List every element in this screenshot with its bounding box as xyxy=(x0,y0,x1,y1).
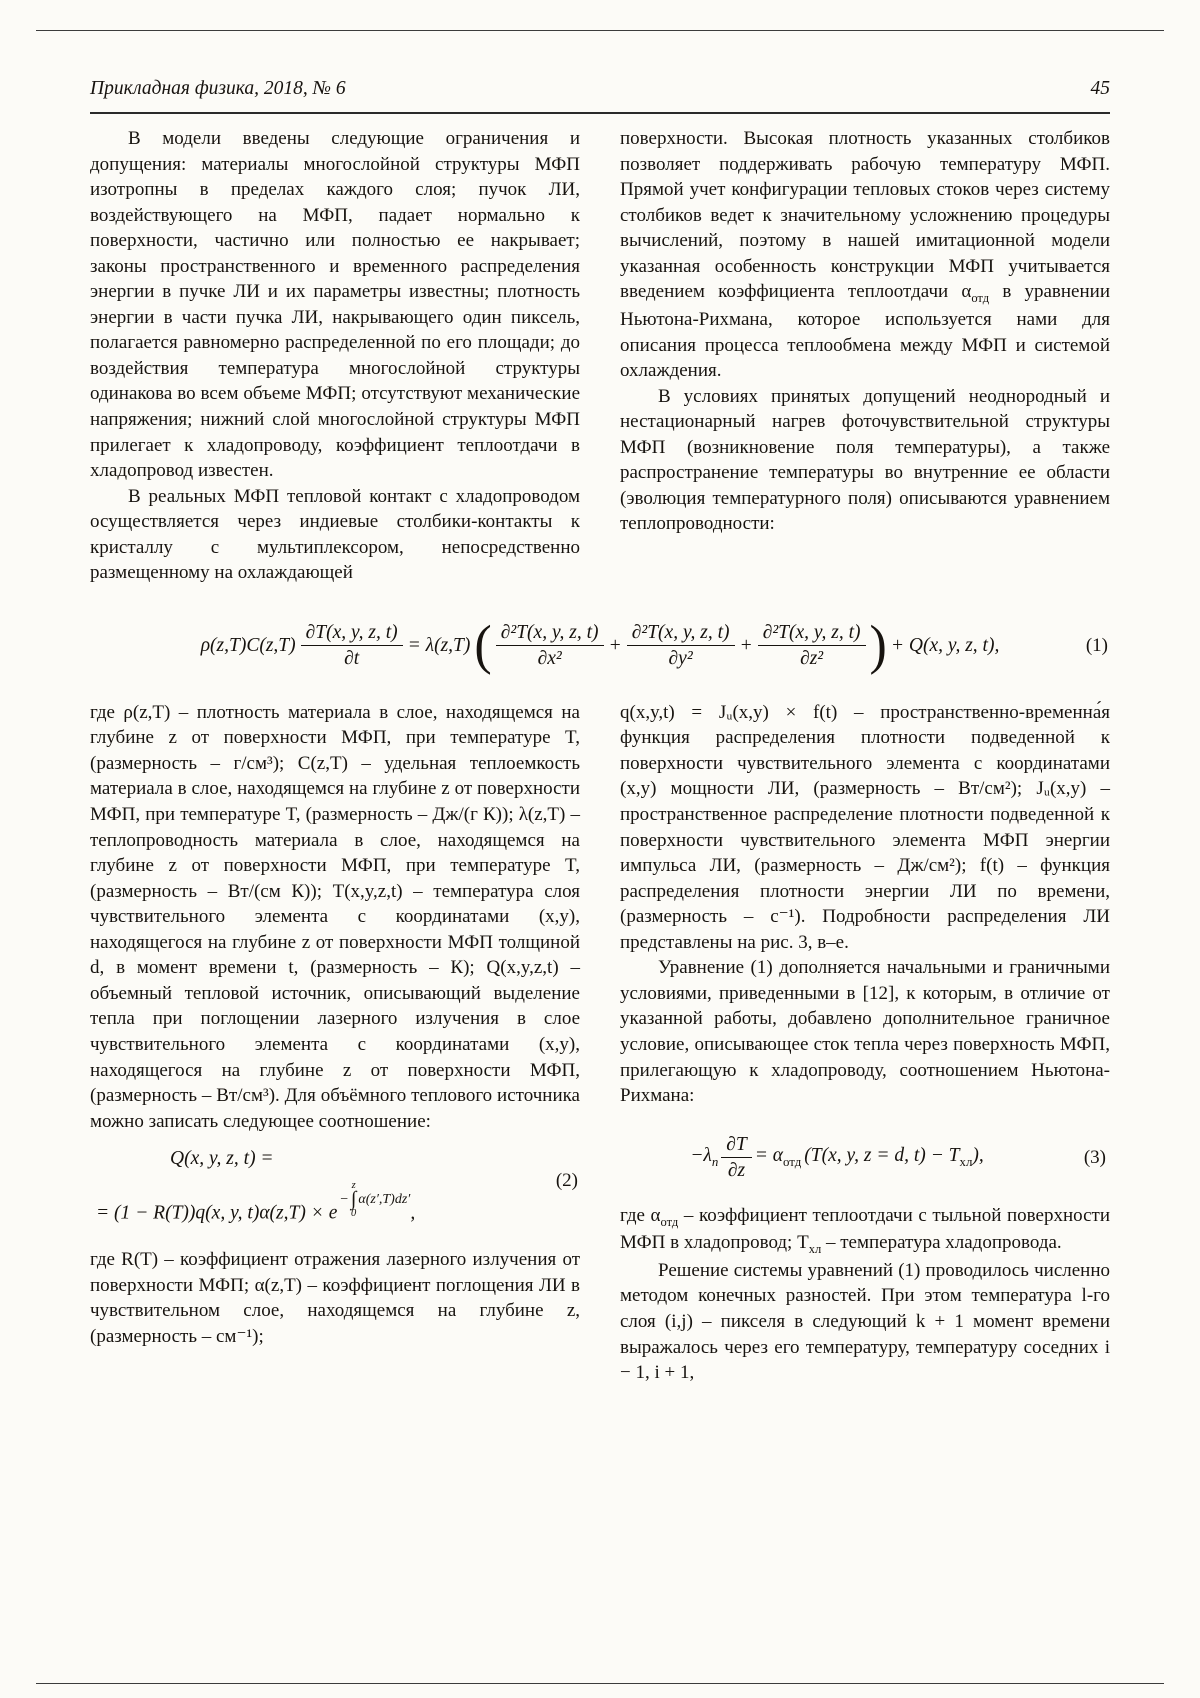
page-top-rule xyxy=(36,30,1164,31)
integral-with-limits xyxy=(351,1180,356,1219)
eq3-frac-denominator: ∂z xyxy=(727,1160,746,1182)
paragraph-numerical-solution: Решение системы уравнений (1) проводилось численно методом конечных разностей. При этом температура l-го слоя (i,j) – пикселя в следующий k + 1 момент времени выражалось через его температуру, температуру соседних i − 1, i + 1, xyxy=(620,1259,1110,1384)
eq1-y-derivative-fraction xyxy=(627,621,735,670)
page-header xyxy=(90,78,1110,100)
paragraph-q-definition: q(x,y,t) = Jᵤ(x,y) × f(t) – пространственно-временна́я функция распределения плотности подведенной к поверхности чувствительного элемента с координатами (x,y) мощности ЛИ, (размерность – Вт/см²); Jᵤ(x,y) – пространственное распределение плотности подведенной к поверхности чувствительного элемента МФП энергии импульса ЛИ, (размерность – Дж/см²); f(t) – функция распределения плотности энергии ЛИ по времени, (размерность – с⁻¹). Подробности распределения ЛИ представлены на рис. 3, в–е. xyxy=(620,701,1110,953)
eq3-alpha: = α xyxy=(754,1145,784,1167)
top-left-column xyxy=(90,126,580,586)
eq2-lhs: Q(x, y, z, t) = xyxy=(170,1148,274,1170)
paragraph-surface-continuation xyxy=(620,126,1110,384)
eq3-rhs-body: (T(x, y, z = d, t) − T xyxy=(804,1145,960,1167)
eq1-frac-y-numerator: ∂²T(x, y, z, t) xyxy=(627,621,735,646)
bottom-section xyxy=(90,700,1110,1386)
paragraph-text: где α xyxy=(620,1204,661,1226)
subscript-otd: отд xyxy=(660,1214,679,1229)
eq1-frac-x-denominator: ∂x² xyxy=(537,648,562,670)
eq3-t-subscript: хл xyxy=(959,1155,973,1170)
paragraph-eq1-symbols: где ρ(z,T) – плотность материала в слое, находящемся на глубине z от поверхности МФП, при температуре T, (размерность – г/см³); C(z,T) – удельная теплоемкость материала в слое, находящемся на глубине z от поверхности МФП, при температуре T, (размерность – Дж/(г К)); λ(z,T) – теплопроводность материала в слое, находящемся на глубине z от поверхности МФП, при температуре T, (размерность – Вт/(см К)); T(x,y,z,t) – температура слоя чувствительного элемента с координатами (x,y), находящегося на глубине z от поверхности МФП толщиной d, в момент времени t, (размерность – К); Q(x,y,z,t) – объемный тепловой источник, описывающий выделение тепла при поглощении лазерного излучения в слое чувствительного элемента с координатами (x,y), находящегося на глубине z от поверхности МФП, (размерность – Вт/см³). Для объёмного теплового источника можно записать следующее соотношение: xyxy=(90,701,580,1132)
eq1-frac-t-denominator: ∂t xyxy=(344,648,360,670)
eq1-plus-sign: + xyxy=(739,634,753,656)
eq1-frac-z-denominator: ∂z² xyxy=(800,648,824,670)
integral-lower-limit: 0 xyxy=(350,1208,357,1220)
eq1-frac-t-numerator: ∂T(x, y, z, t) xyxy=(301,621,403,646)
equation-3-number: (3) xyxy=(1083,1146,1106,1168)
subscript-otd: отд xyxy=(971,291,990,306)
equation-2-number: (2) xyxy=(555,1170,578,1192)
eq1-frac-x-numerator: ∂²T(x, y, z, t) xyxy=(496,621,604,646)
eq3-lambda: −λ xyxy=(690,1145,712,1167)
paragraph-text: – температура хладопровода. xyxy=(821,1232,1062,1254)
eq2-exp-body: α(z′,T)dz′ xyxy=(358,1191,411,1207)
eq2-exp-minus: − xyxy=(339,1191,349,1207)
eq1-open-paren: ( xyxy=(474,615,492,676)
equation-1-number: (1) xyxy=(1085,634,1108,656)
paragraph-heat-equation-intro: В условиях принятых допущений неоднородный и нестационарный нагрев фоточувствительной структуры МФП (возникновение поля температуры), а также распространение температуры во внутренние ее области (эволюция температурного поля) описываются уравнением теплопроводности: xyxy=(620,385,1110,535)
equation-2-line2 xyxy=(96,1180,528,1235)
top-right-column xyxy=(620,126,1110,586)
eq3-mid xyxy=(755,1145,802,1170)
eq3-tail: ), xyxy=(972,1145,984,1167)
header-rule xyxy=(90,112,1110,114)
paragraph-text: в уравнении Ньютона-Рихмана, которое используется нами для описания процесса теплообмена между МФП и системой охлаждения. xyxy=(620,281,1110,382)
eq3-lambda-subscript: n xyxy=(711,1155,719,1170)
equation-newton-richman xyxy=(620,1125,1110,1191)
equation-2-line1 xyxy=(170,1148,528,1170)
eq1-plus-sign: + xyxy=(608,634,622,656)
equation-3-body xyxy=(690,1133,984,1182)
equation-1-body xyxy=(200,615,1000,676)
eq1-lead-term: ρ(z,T)C(z,T) xyxy=(200,634,296,656)
paragraph-boundary-conditions: Уравнение (1) дополняется начальными и граничными условиями, приведенными в [12], к которым, в отличие от указанной работы, добавлено дополнительное граничное условие, описывающее сток тепла через поверхность МФП, прилегающую к хладопроводу, соотношением Ньютона-Рихмана: xyxy=(620,957,1110,1107)
eq3-rhs xyxy=(804,1145,983,1170)
paragraph-eq3-symbols xyxy=(620,1203,1110,1258)
eq1-tail-term: + Q(x, y, z, t), xyxy=(890,634,1000,656)
paragraph-text: поверхности. Высокая плотность указанных столбиков позволяет поддерживать рабочую температуру МФП. Прямой учет конфигурации тепловых стоков через систему столбиков ведет к значительному усложнению процедуры вычислений, поэтому в нашей имитационной модели указанная особенность конструкции МФП учитывается введением коэффициента теплоотдачи α xyxy=(620,128,1110,303)
eq1-close-paren: ) xyxy=(869,615,887,676)
eq3-alpha-subscript: отд xyxy=(783,1155,802,1170)
eq2-exponent xyxy=(339,1180,410,1219)
eq3-frac-numerator: ∂T xyxy=(721,1133,751,1158)
paragraph-thermal-contact: В реальных МФП тепловой контакт с хладопроводом осуществляется через индиевые столбики-контакты к кристаллу с мультиплексором, непосредственно размещенному на охлаждающей xyxy=(90,485,580,584)
eq3-z-derivative-fraction xyxy=(721,1133,751,1182)
paragraph-text: – коэффициент теплоотдачи с тыльной поверхности МФП в хладопровод; T xyxy=(620,1204,1111,1254)
subscript-hl: хл xyxy=(808,1242,822,1257)
eq3-lead xyxy=(690,1145,718,1170)
bottom-right-column xyxy=(620,700,1110,1386)
article-body xyxy=(90,126,1110,1386)
top-section xyxy=(90,126,1110,586)
bottom-left-column xyxy=(90,700,580,1386)
paragraph-model-assumptions: В модели введены следующие ограничения и допущения: материалы многослойной структуры МФП изотропны в пределах каждого слоя; пучок ЛИ, воздействующего на МФП, падает нормально к поверхности, частично или полностью ее накрывает; законы пространственного и временного распределения энергии в пучке ЛИ и их параметры известны; плотность энергии в части пучка ЛИ, накрывающего один пиксель, полагается равномерно распределенной по его площади; до воздействия температура многослойной структуры одинакова во всем объеме МФП; отсутствуют механические напряжения; нижний слой многослойной структуры МФП прилегает к хладопроводу, коэффициент теплоотдачи в хладопровод известен. xyxy=(90,128,580,482)
equation-heat-conduction xyxy=(90,604,1110,688)
page-bottom-rule xyxy=(36,1683,1164,1684)
page-number: 45 xyxy=(1090,78,1110,99)
paragraph-eq2-symbols: где R(T) – коэффициент отражения лазерного излучения от поверхности МФП; α(z,T) – коэффициент поглощения ЛИ в чувствительном слое, находящемся на глубине z, (размерность – см⁻¹); xyxy=(90,1249,580,1347)
eq1-equals-lambda: = λ(z,T) xyxy=(407,634,471,656)
integral-sign: ∫ xyxy=(350,1188,357,1211)
eq1-time-derivative-fraction xyxy=(301,621,403,670)
eq1-z-derivative-fraction xyxy=(758,621,866,670)
eq1-frac-y-denominator: ∂y² xyxy=(668,648,693,670)
journal-title: Прикладная физика, 2018, № 6 xyxy=(90,78,346,99)
eq1-x-derivative-fraction xyxy=(496,621,604,670)
eq1-frac-z-numerator: ∂²T(x, y, z, t) xyxy=(758,621,866,646)
eq2-rhs-lead: = (1 − R(T))q(x, y, t)α(z,T) × e xyxy=(96,1202,338,1224)
integral-upper-limit: z xyxy=(351,1180,356,1192)
equation-heat-source xyxy=(90,1148,580,1235)
eq2-tail-comma: , xyxy=(410,1202,416,1224)
